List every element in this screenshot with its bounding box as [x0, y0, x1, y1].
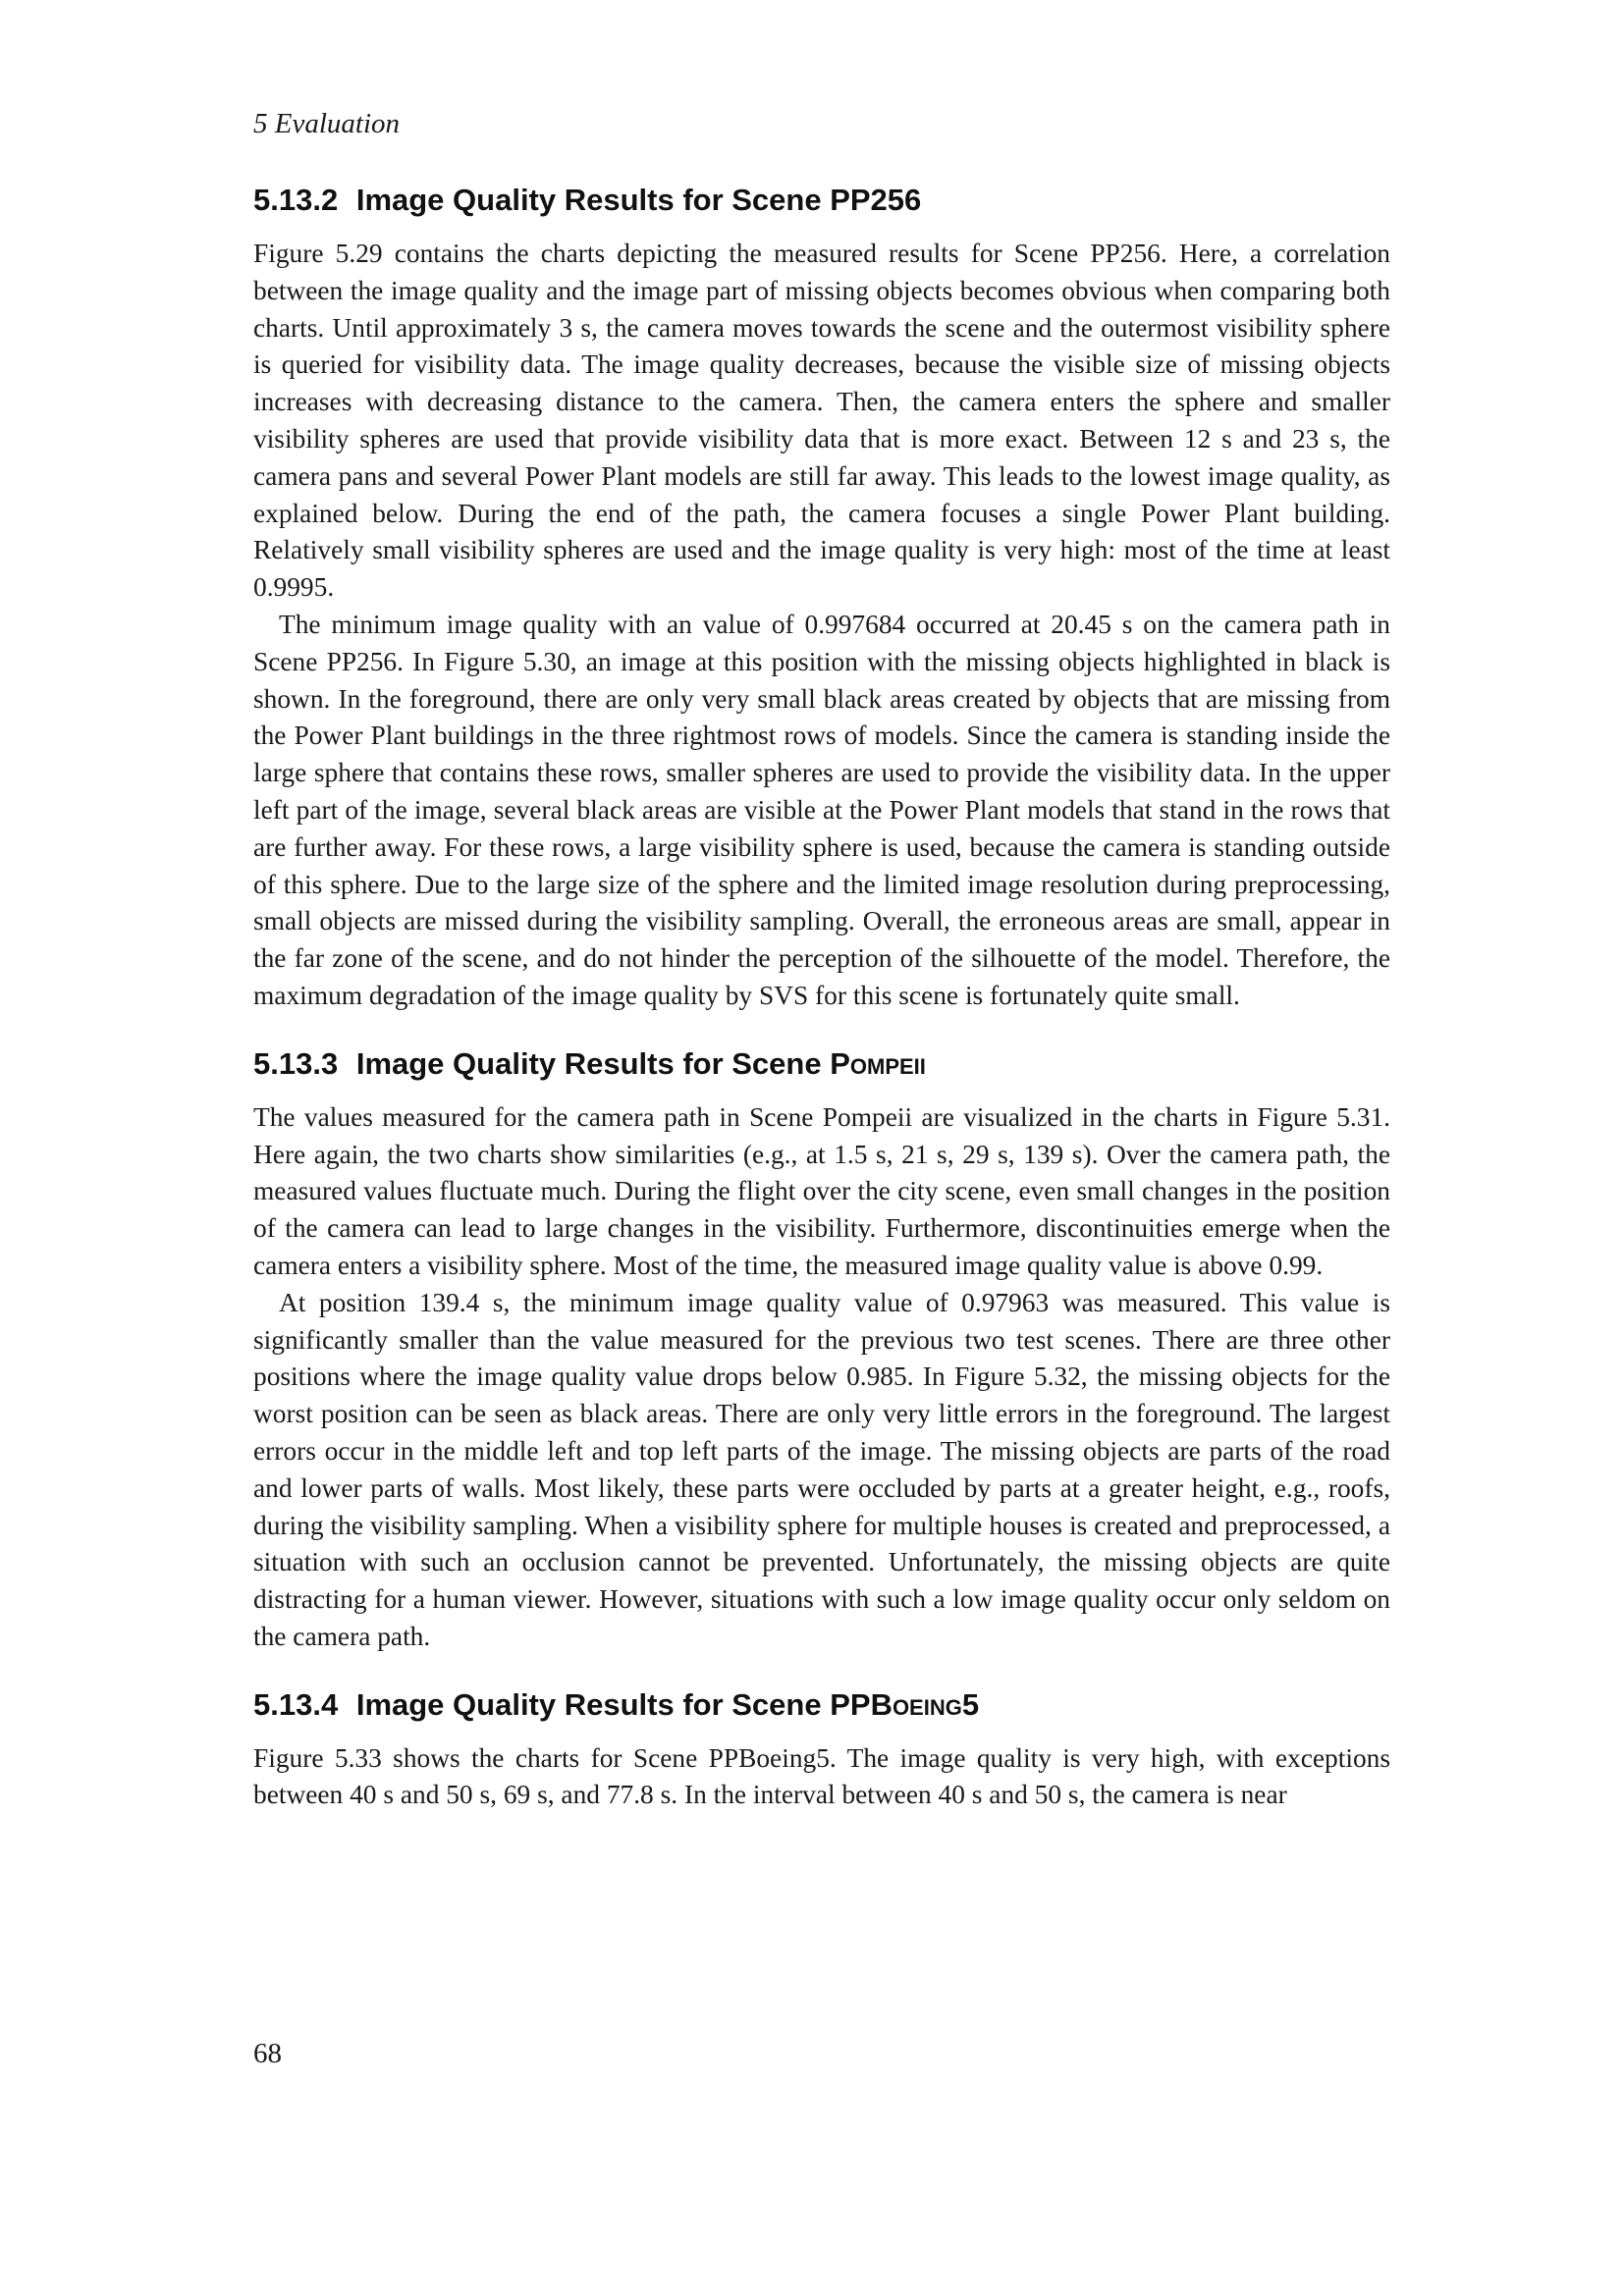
paragraph: Figure 5.29 contains the charts depicting the measured results for Scene PP256. Here, a correlation between the image quality and the image part of missing objects becomes obvious when comparing both charts. Until approximately 3 s, the camera moves towards the scene and the outermost visibility sphere is queried for visibility data. The image quality decreases, because the visible size of missing objects increases with decreasing distance to the camera. Then, the camera enters the sphere and smaller visibility spheres are used that provide visibility data that is more exact. Between 12 s and 23 s, the camera pans and several Power Plant models are still far away. This leads to the lowest image quality, as explained below. During the end of the path, the camera focuses a single Power Plant building. Relatively small visibility spheres are used and the image quality is very high: most of the time at least 0.9995. — [253, 239, 1390, 603]
page-number: 68 — [253, 2038, 282, 2069]
paragraph: The minimum image quality with an value of 0.997684 occurred at 20.45 s on the camera path in Scene PP256. In Figure 5.30, an image at this position with the missing objects highlighted in black is shown. In the foreground, there are only very small black areas created by objects that are missing from the Power Plant buildings in the three rightmost rows of models. Since the camera is standing inside the large sphere that contains these rows, smaller spheres are used to provide the visibility data. In the upper left part of the image, several black areas are visible at the Power Plant models that stand in the rows that are further away. For these rows, a large visibility sphere is used, because the camera is standing outside of this sphere. Due to the large size of the sphere and the limited image resolution during preprocessing, small objects are missed during the visibility sampling. Overall, the erroneous areas are small, appear in the far zone of the scene, and do not hinder the perception of the silhouette of the model. Therefore, the maximum degradation of the image quality by SVS for this scene is fortunately quite small. — [253, 609, 1390, 1010]
section-5-13-4 — [253, 1685, 1390, 1815]
page-body — [253, 104, 1390, 1843]
section-number: 5.13.2 — [253, 183, 339, 217]
section-5-13-2 — [253, 181, 1390, 1015]
section-number: 5.13.3 — [253, 1045, 339, 1081]
section-number: 5.13.4 — [253, 1686, 339, 1722]
section-heading — [253, 1685, 1390, 1725]
section-heading — [253, 1044, 1390, 1084]
section-title-tail: 5 — [961, 1686, 980, 1722]
section-5-13-3 — [253, 1044, 1390, 1656]
running-head: 5 Evaluation — [253, 108, 401, 139]
paragraph: Figure 5.33 shows the charts for Scene PPBoeing5. The image quality is very high, with exceptions between 40 s and 50 s, 69 s, and 77.8 s. In the interval between 40 s and 50 s, the camera is near — [253, 1742, 1390, 1810]
section-title: Image Quality Results for Scene PP — [355, 1686, 871, 1722]
section-title: Image Quality Results for Scene — [355, 1045, 831, 1081]
section-title: Image Quality Results for Scene PP256 — [355, 183, 922, 217]
section-heading — [253, 181, 1390, 220]
section-title-smallcaps: Boeing — [870, 1686, 962, 1722]
paragraph: The values measured for the camera path in Scene Pompeii are visualized in the charts in Figure 5.31. Here again, the two charts show similarities (e.g., at 1.5 s, 21 s, 29 s, 139 s). Over the camera path, the measured values fluctuate much. During the flight over the city scene, even small changes in the position of the camera can lead to large changes in the visibility. Furthermore, discontinuities emerge when the camera enters a visibility sphere. Most of the time, the measured image quality value is above 0.99. — [253, 1101, 1390, 1280]
paragraph: At position 139.4 s, the minimum image quality value of 0.97963 was measured. This value is significantly smaller than the value measured for the previous two test scenes. There are three other positions where the image quality value drops below 0.985. In Figure 5.32, the missing objects for the worst position can be seen as black areas. There are only very little errors in the foreground. The largest errors occur in the middle left and top left parts of the image. The missing objects are parts of the road and lower parts of walls. Most likely, these parts were occluded by parts at a greater height, e.g., roofs, during the visibility sampling. When a visibility sphere for multiple houses is created and preprocessed, a situation with such an occlusion cannot be prevented. Unfortunately, the missing objects are quite distracting for a human viewer. However, situations with such a low image quality occur only seldom on the camera path. — [253, 1287, 1390, 1651]
section-title-smallcaps: Pompeii — [830, 1045, 926, 1081]
